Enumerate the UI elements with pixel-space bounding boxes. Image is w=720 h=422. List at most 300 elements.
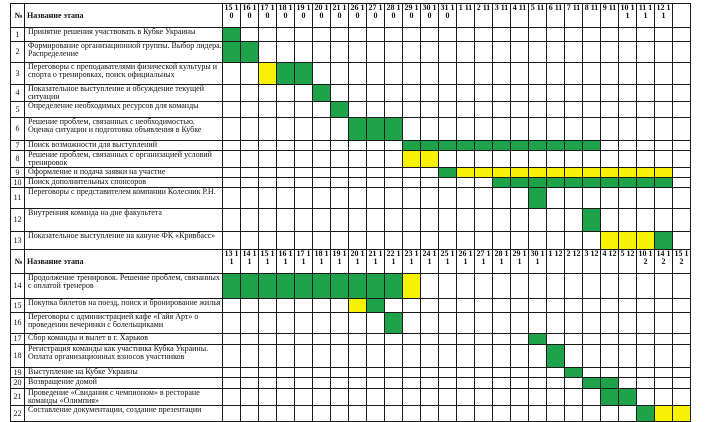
task-cell-empty [673, 209, 691, 232]
task-cell-empty [385, 209, 403, 232]
task-cell-empty [673, 313, 691, 334]
task-cell-empty [529, 63, 547, 85]
stage-number: 18 [11, 345, 25, 368]
task-cell-empty [637, 141, 655, 151]
task-cell-empty [259, 389, 277, 406]
task-cell-empty [457, 151, 475, 168]
task-cell-empty [457, 345, 475, 368]
task-cell-empty [511, 368, 529, 378]
task-cell-empty [403, 102, 421, 118]
task-cell-yellow [601, 168, 619, 178]
task-cell-empty [349, 334, 367, 345]
task-cell-empty [421, 274, 439, 299]
task-cell-empty [277, 313, 295, 334]
task-cell-empty [511, 209, 529, 232]
task-cell-empty [511, 102, 529, 118]
task-cell-empty [421, 188, 439, 209]
task-cell-empty [637, 389, 655, 406]
task-cell-empty [403, 389, 421, 406]
task-cell-empty [331, 313, 349, 334]
date-header: 21 10 [331, 4, 349, 28]
task-cell-green [385, 274, 403, 299]
task-cell-empty [493, 345, 511, 368]
task-cell-empty [457, 299, 475, 313]
task-cell-empty [583, 102, 601, 118]
task-cell-empty [511, 118, 529, 141]
task-cell-empty [493, 334, 511, 345]
task-cell-empty [277, 178, 295, 188]
task-cell-empty [403, 313, 421, 334]
task-cell-empty [385, 406, 403, 422]
task-cell-green [331, 102, 349, 118]
task-cell-empty [403, 299, 421, 313]
task-cell-empty [457, 85, 475, 102]
task-cell-empty [583, 389, 601, 406]
task-cell-green [277, 63, 295, 85]
task-cell-empty [295, 334, 313, 345]
task-cell-empty [241, 406, 259, 422]
task-cell-empty [295, 232, 313, 250]
task-cell-empty [529, 313, 547, 334]
task-cell-empty [277, 345, 295, 368]
task-cell-yellow [637, 232, 655, 250]
task-cell-green [475, 141, 493, 151]
stage-name: Поиск дополнительных спонсоров [25, 178, 223, 188]
task-cell-empty [565, 232, 583, 250]
task-cell-empty [475, 85, 493, 102]
date-header: 14 11 [241, 250, 259, 274]
number-header: № [11, 250, 25, 274]
task-cell-empty [547, 313, 565, 334]
stage-name: Сбор команды и вылет в г. Харьков [25, 334, 223, 345]
stage-name: Показательное выступление на кануне ФК «Кривбасс» [25, 232, 223, 250]
task-cell-empty [547, 209, 565, 232]
task-cell-empty [223, 118, 241, 141]
task-cell-empty [673, 85, 691, 102]
task-cell-empty [331, 63, 349, 85]
task-cell-empty [241, 28, 259, 42]
task-cell-empty [349, 28, 367, 42]
stage-row [11, 188, 691, 209]
task-cell-empty [313, 141, 331, 151]
date-header: 5 12 [619, 250, 637, 274]
task-cell-empty [223, 389, 241, 406]
task-cell-empty [439, 299, 457, 313]
task-cell-empty [403, 406, 421, 422]
task-cell-empty [421, 28, 439, 42]
task-cell-empty [637, 85, 655, 102]
task-cell-green [223, 28, 241, 42]
task-cell-green [493, 141, 511, 151]
task-cell-yellow [511, 168, 529, 178]
task-cell-yellow [547, 168, 565, 178]
task-cell-empty [421, 63, 439, 85]
task-cell-empty [313, 188, 331, 209]
date-header: 6 11 [547, 4, 565, 28]
task-cell-empty [295, 368, 313, 378]
task-cell-empty [457, 378, 475, 389]
task-cell-empty [295, 151, 313, 168]
task-cell-empty [385, 168, 403, 178]
stage-number: 12 [11, 209, 25, 232]
task-cell-green [529, 334, 547, 345]
task-cell-empty [493, 209, 511, 232]
task-cell-empty [385, 334, 403, 345]
task-cell-empty [367, 334, 385, 345]
stage-number: 4 [11, 85, 25, 102]
task-cell-green [439, 141, 457, 151]
task-cell-empty [619, 345, 637, 368]
stage-name: Покупка билетов на поезд, поиск и бронирование жилья [25, 299, 223, 313]
task-cell-green [367, 274, 385, 299]
task-cell-empty [367, 141, 385, 151]
task-cell-empty [259, 141, 277, 151]
task-cell-empty [367, 406, 385, 422]
task-cell-green [619, 389, 637, 406]
task-cell-green [511, 141, 529, 151]
task-cell-empty [259, 102, 277, 118]
task-cell-green [259, 274, 277, 299]
task-cell-empty [475, 334, 493, 345]
task-cell-empty [403, 178, 421, 188]
task-cell-empty [457, 368, 475, 378]
task-cell-empty [421, 209, 439, 232]
task-cell-empty [511, 63, 529, 85]
stage-name: Принятие решения участвовать в Кубке Украины [25, 28, 223, 42]
task-cell-empty [295, 168, 313, 178]
task-cell-empty [565, 151, 583, 168]
task-cell-empty [673, 188, 691, 209]
task-cell-empty [313, 368, 331, 378]
task-cell-empty [367, 102, 385, 118]
task-cell-empty [277, 299, 295, 313]
task-cell-green [619, 178, 637, 188]
stage-name: Внутренняя команда на дне факультета [25, 209, 223, 232]
task-cell-empty [241, 334, 259, 345]
task-cell-green [655, 232, 673, 250]
task-cell-empty [313, 63, 331, 85]
task-cell-empty [493, 85, 511, 102]
task-cell-empty [619, 85, 637, 102]
task-cell-empty [331, 85, 349, 102]
task-cell-green [385, 313, 403, 334]
task-cell-empty [601, 313, 619, 334]
task-cell-empty [403, 188, 421, 209]
task-cell-empty [241, 178, 259, 188]
task-cell-empty [457, 28, 475, 42]
task-cell-empty [673, 141, 691, 151]
task-cell-empty [367, 178, 385, 188]
task-cell-empty [493, 118, 511, 141]
task-cell-empty [619, 378, 637, 389]
task-cell-empty [367, 168, 385, 178]
task-cell-empty [277, 141, 295, 151]
task-cell-empty [277, 102, 295, 118]
task-cell-empty [439, 378, 457, 389]
task-cell-empty [385, 389, 403, 406]
task-cell-empty [421, 42, 439, 63]
stage-number: 8 [11, 151, 25, 168]
task-cell-green [367, 299, 385, 313]
task-cell-empty [529, 378, 547, 389]
stage-row [11, 368, 691, 378]
task-cell-empty [673, 299, 691, 313]
task-cell-empty [331, 42, 349, 63]
stage-row [11, 299, 691, 313]
task-cell-empty [529, 232, 547, 250]
task-cell-empty [673, 345, 691, 368]
stage-number: 22 [11, 406, 25, 422]
task-cell-empty [583, 118, 601, 141]
task-cell-empty [583, 42, 601, 63]
date-header: 24 11 [421, 250, 439, 274]
task-cell-empty [673, 378, 691, 389]
task-cell-empty [295, 345, 313, 368]
task-cell-yellow [673, 406, 691, 422]
task-cell-empty [421, 118, 439, 141]
task-cell-yellow [529, 168, 547, 178]
task-cell-empty [313, 151, 331, 168]
task-cell-empty [385, 28, 403, 42]
task-cell-empty [601, 151, 619, 168]
task-cell-empty [331, 368, 349, 378]
task-cell-empty [583, 334, 601, 345]
task-cell-empty [583, 63, 601, 85]
task-cell-empty [277, 334, 295, 345]
task-cell-empty [529, 118, 547, 141]
task-cell-empty [277, 28, 295, 42]
task-cell-empty [619, 313, 637, 334]
task-cell-empty [331, 209, 349, 232]
task-cell-green [223, 274, 241, 299]
task-cell-empty [421, 334, 439, 345]
task-cell-empty [637, 28, 655, 42]
task-cell-empty [349, 85, 367, 102]
task-cell-empty [331, 151, 349, 168]
task-cell-empty [637, 334, 655, 345]
task-cell-empty [475, 102, 493, 118]
date-header: 19 11 [331, 250, 349, 274]
task-cell-empty [349, 232, 367, 250]
task-cell-empty [637, 188, 655, 209]
stage-number: 20 [11, 378, 25, 389]
task-cell-empty [403, 63, 421, 85]
task-cell-empty [403, 209, 421, 232]
task-cell-empty [439, 178, 457, 188]
date-header: 15 12 [673, 250, 691, 274]
task-cell-empty [349, 368, 367, 378]
task-cell-empty [547, 389, 565, 406]
task-cell-empty [529, 85, 547, 102]
task-cell-empty [655, 334, 673, 345]
task-cell-empty [349, 42, 367, 63]
stage-name: Продолжение тренировок. Решение проблем, связанных с оплатой тренеров [25, 274, 223, 299]
task-cell-empty [583, 232, 601, 250]
date-header: 14 12 [655, 250, 673, 274]
task-cell-empty [241, 151, 259, 168]
task-cell-empty [583, 85, 601, 102]
task-cell-empty [547, 188, 565, 209]
task-cell-empty [385, 345, 403, 368]
stage-number: 3 [11, 63, 25, 85]
date-header: 3 12 [583, 250, 601, 274]
task-cell-empty [475, 299, 493, 313]
stage-number: 1 [11, 28, 25, 42]
task-cell-empty [673, 102, 691, 118]
task-cell-yellow [403, 274, 421, 299]
task-cell-empty [493, 63, 511, 85]
task-cell-empty [457, 178, 475, 188]
stage-row [11, 168, 691, 178]
task-cell-empty [331, 345, 349, 368]
task-cell-empty [565, 63, 583, 85]
date-header: 4 11 [511, 4, 529, 28]
task-cell-empty [223, 63, 241, 85]
task-cell-empty [475, 63, 493, 85]
task-cell-empty [511, 274, 529, 299]
task-cell-empty [241, 378, 259, 389]
date-header: 7 11 [565, 4, 583, 28]
task-cell-empty [295, 188, 313, 209]
task-cell-empty [241, 313, 259, 334]
task-cell-empty [367, 345, 385, 368]
task-cell-empty [655, 345, 673, 368]
stage-name: Определение необходимых ресурсов для команды [25, 102, 223, 118]
task-cell-empty [565, 102, 583, 118]
task-cell-empty [277, 188, 295, 209]
task-cell-empty [367, 85, 385, 102]
date-header: 29 10 [403, 4, 421, 28]
task-cell-empty [259, 299, 277, 313]
task-cell-empty [349, 151, 367, 168]
task-cell-empty [259, 334, 277, 345]
task-cell-empty [259, 188, 277, 209]
task-cell-empty [349, 313, 367, 334]
task-cell-empty [223, 85, 241, 102]
task-cell-empty [313, 42, 331, 63]
task-cell-yellow [583, 168, 601, 178]
date-header: 4 12 [601, 250, 619, 274]
task-cell-empty [457, 188, 475, 209]
task-cell-empty [223, 378, 241, 389]
task-cell-yellow [493, 168, 511, 178]
date-header: 9 11 [601, 4, 619, 28]
task-cell-empty [475, 209, 493, 232]
task-cell-empty [565, 389, 583, 406]
task-cell-empty [313, 209, 331, 232]
task-cell-empty [655, 188, 673, 209]
task-cell-empty [565, 85, 583, 102]
task-cell-empty [511, 389, 529, 406]
task-cell-empty [439, 42, 457, 63]
task-cell-empty [349, 63, 367, 85]
task-cell-yellow [655, 406, 673, 422]
task-cell-yellow [619, 232, 637, 250]
task-cell-green [565, 368, 583, 378]
stage-name: Показательное выступление и обсуждение текущей ситуации [25, 85, 223, 102]
date-header: 2 11 [475, 4, 493, 28]
task-cell-empty [457, 313, 475, 334]
task-cell-empty [601, 28, 619, 42]
date-header: 18 10 [277, 4, 295, 28]
task-cell-empty [439, 368, 457, 378]
task-cell-empty [673, 168, 691, 178]
task-cell-empty [259, 313, 277, 334]
stage-number: 11 [11, 188, 25, 209]
task-cell-empty [349, 406, 367, 422]
task-cell-green [295, 274, 313, 299]
task-cell-empty [619, 368, 637, 378]
task-cell-yellow [655, 168, 673, 178]
task-cell-empty [421, 378, 439, 389]
stage-name: Решение проблем, связанных с организацией условий тренировок [25, 151, 223, 168]
date-header: 17 11 [295, 250, 313, 274]
task-cell-empty [475, 345, 493, 368]
task-cell-empty [673, 274, 691, 299]
task-cell-empty [547, 151, 565, 168]
task-cell-empty [295, 42, 313, 63]
date-header: 30 11 [529, 250, 547, 274]
date-header: 27 11 [475, 250, 493, 274]
task-cell-empty [511, 334, 529, 345]
task-cell-empty [565, 313, 583, 334]
task-cell-empty [673, 63, 691, 85]
task-cell-empty [547, 368, 565, 378]
task-cell-empty [493, 28, 511, 42]
stage-number: 16 [11, 313, 25, 334]
task-cell-empty [385, 42, 403, 63]
task-cell-empty [601, 334, 619, 345]
task-cell-empty [439, 188, 457, 209]
task-cell-empty [601, 85, 619, 102]
task-cell-empty [493, 313, 511, 334]
task-cell-empty [259, 345, 277, 368]
task-cell-empty [241, 85, 259, 102]
task-cell-empty [511, 232, 529, 250]
task-cell-empty [421, 368, 439, 378]
task-cell-empty [457, 406, 475, 422]
date-header: 25 11 [439, 250, 457, 274]
task-cell-empty [349, 102, 367, 118]
task-cell-empty [565, 28, 583, 42]
task-cell-empty [259, 232, 277, 250]
task-cell-empty [529, 28, 547, 42]
task-cell-empty [637, 345, 655, 368]
task-cell-green [529, 188, 547, 209]
task-cell-empty [457, 274, 475, 299]
stage-number: 5 [11, 102, 25, 118]
task-cell-empty [619, 209, 637, 232]
task-cell-empty [547, 406, 565, 422]
gantt-body [11, 4, 691, 422]
task-cell-empty [223, 368, 241, 378]
task-cell-empty [565, 188, 583, 209]
task-cell-empty [385, 188, 403, 209]
stage-row [11, 389, 691, 406]
task-cell-empty [655, 102, 673, 118]
task-cell-empty [511, 313, 529, 334]
task-cell-empty [529, 274, 547, 299]
stage-name-header: Название этапа [25, 4, 223, 28]
stage-row [11, 334, 691, 345]
task-cell-empty [367, 63, 385, 85]
task-cell-empty [511, 299, 529, 313]
stage-name: Возвращение домой [25, 378, 223, 389]
task-cell-empty [637, 368, 655, 378]
task-cell-empty [511, 345, 529, 368]
task-cell-empty [241, 232, 259, 250]
stage-row [11, 42, 691, 63]
